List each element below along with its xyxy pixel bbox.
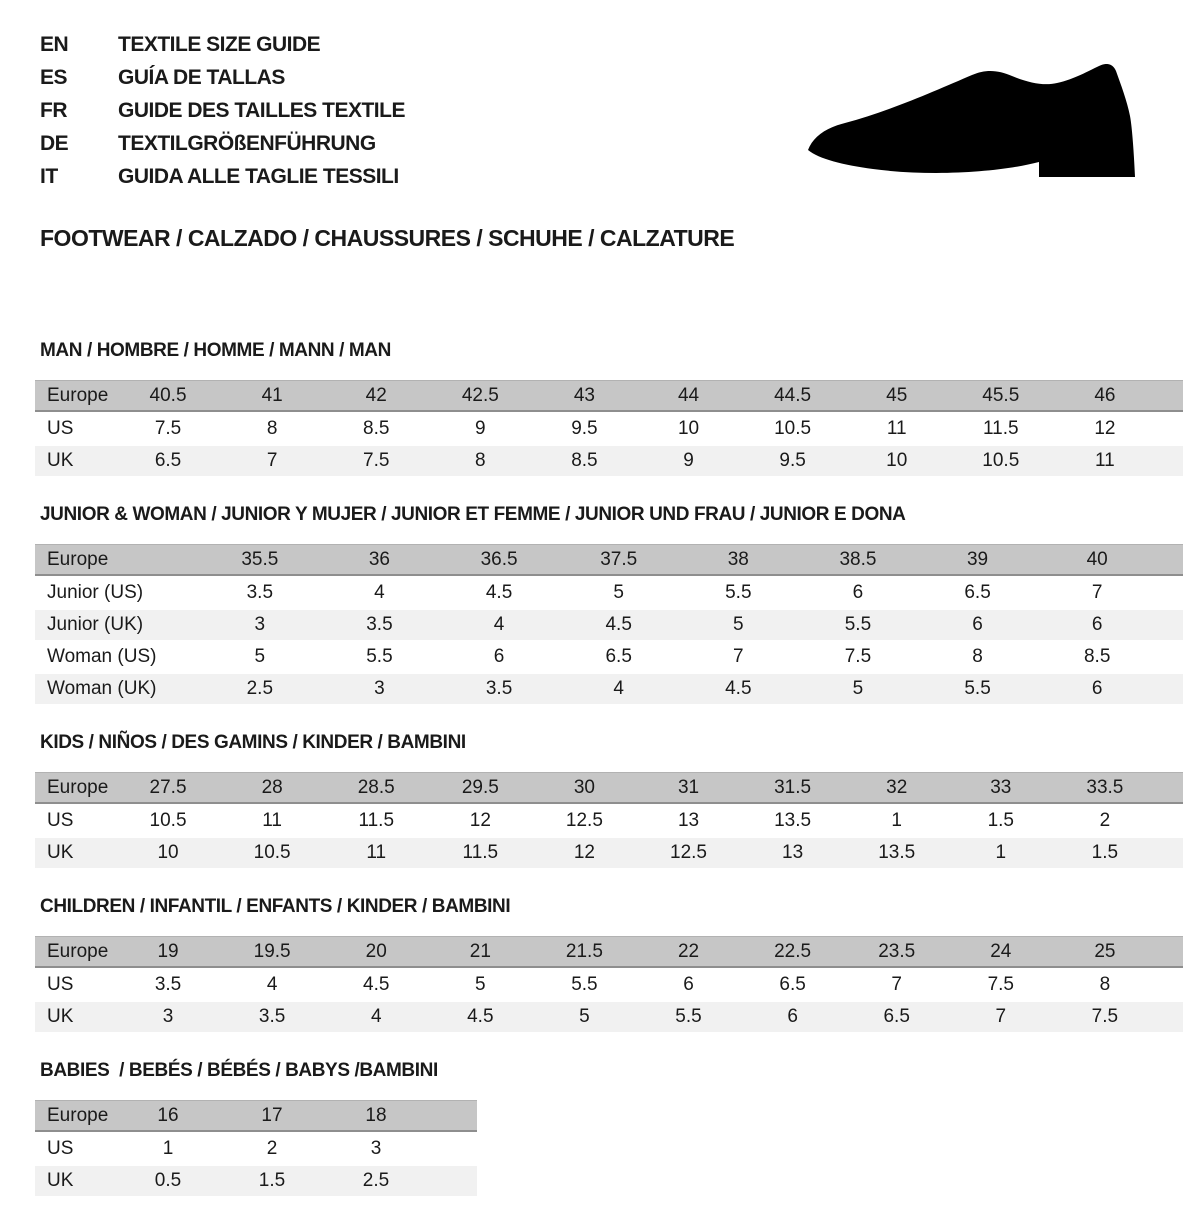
size-cell: 3.5: [366, 614, 393, 635]
size-cell: 4: [266, 974, 278, 995]
size-table-title: MAN / HOMBRE / HOMME / MANN / MAN: [40, 340, 391, 361]
size-cell: 6: [493, 646, 505, 667]
size-cell: 4.5: [363, 974, 390, 995]
table-row: [35, 674, 1183, 704]
table-row: [35, 1134, 477, 1164]
size-cell: 2: [1099, 810, 1111, 831]
size-cell: 36.5: [480, 548, 518, 570]
size-cell: 12: [1094, 418, 1116, 439]
language-row: [40, 127, 405, 160]
size-cell: 10: [886, 450, 908, 471]
row-label: Woman (US): [47, 646, 157, 667]
size-cell: 17: [261, 1104, 283, 1126]
size-cell: 28: [261, 776, 283, 798]
size-cell: 42: [365, 384, 387, 406]
language-list: [40, 28, 405, 193]
size-cell: 44: [677, 384, 700, 406]
size-cell: 7: [733, 646, 744, 667]
size-cell: 10.5: [774, 418, 812, 439]
size-cell: 10.5: [982, 450, 1020, 471]
size-cell: 6.5: [605, 646, 632, 667]
dress-shoe-silhouette: [805, 64, 1140, 186]
size-cell: 30: [573, 776, 595, 798]
size-cell: 11.5: [983, 418, 1019, 439]
size-section: [35, 340, 1183, 476]
size-cell: 13.5: [878, 842, 916, 863]
size-cell: 8: [475, 450, 486, 471]
size-cell: 6: [683, 974, 694, 995]
size-cell: 46: [1094, 384, 1116, 406]
size-cell: 2: [266, 1138, 278, 1159]
size-cell: 6.5: [779, 974, 806, 995]
size-cell: 1.5: [258, 1170, 286, 1191]
size-cell: 45.5: [982, 384, 1020, 406]
size-cell: 5.5: [571, 974, 598, 995]
size-cell: 8.5: [571, 450, 598, 471]
size-cell: 4.5: [467, 1006, 494, 1027]
size-cell: 21: [469, 940, 491, 962]
size-cell: 5.5: [964, 678, 991, 699]
size-cell: 19.5: [253, 940, 291, 962]
size-cell: 6: [852, 582, 864, 603]
size-cell: 11.5: [462, 842, 499, 863]
size-table: [35, 544, 1183, 704]
table-row: [35, 544, 1183, 576]
size-cell: 7.5: [154, 418, 182, 439]
size-cell: 13: [782, 842, 804, 863]
size-cell: 3: [254, 614, 266, 635]
table-row: [35, 970, 1183, 1000]
size-cell: 7: [995, 1006, 1007, 1027]
size-cell: 23.5: [878, 940, 916, 962]
size-cell: 3: [370, 1138, 382, 1159]
size-cell: 25: [1094, 940, 1116, 962]
size-cell: 41: [261, 384, 283, 406]
size-cell: 7.5: [1091, 1006, 1119, 1027]
size-cell: 20: [365, 940, 387, 962]
table-row: [35, 806, 1183, 836]
size-cell: 24: [990, 940, 1012, 962]
row-label: UK: [47, 450, 74, 471]
size-cell: 31.5: [774, 776, 812, 798]
size-cell: 4: [374, 582, 385, 603]
table-row: [35, 446, 1183, 476]
size-table-title: CHILDREN / INFANTIL / ENFANTS / KINDER / BAMBINI: [40, 896, 511, 917]
size-table: [35, 772, 1183, 868]
size-cell: 33.5: [1086, 776, 1124, 798]
table-row: [35, 1002, 1183, 1032]
size-cell: 6: [787, 1006, 798, 1027]
size-cell: 27.5: [149, 776, 187, 798]
table-row: [35, 380, 1183, 412]
size-cell: 3.5: [246, 582, 274, 603]
size-cell: 9.5: [571, 418, 598, 439]
language-code: ES: [40, 65, 68, 89]
size-cell: 3: [374, 678, 385, 699]
language-label: GUIDE DES TAILLES TEXTILE: [118, 98, 405, 122]
size-cell: 39: [966, 548, 989, 570]
size-cell: 6.5: [883, 1006, 910, 1027]
row-label: US: [47, 418, 74, 439]
size-cell: 12.5: [565, 810, 603, 831]
language-code: EN: [40, 32, 69, 56]
size-cell: 9.5: [779, 450, 806, 471]
size-section: [35, 732, 1183, 868]
size-cell: 4: [493, 614, 505, 635]
size-cell: 6.5: [154, 450, 182, 471]
size-cell: 7.5: [844, 646, 872, 667]
size-cell: 8: [266, 418, 278, 439]
size-cell: 0.5: [154, 1170, 182, 1191]
size-cell: 8: [972, 646, 983, 667]
size-cell: 11: [366, 842, 387, 863]
size-cell: 5.5: [725, 582, 752, 603]
size-cell: 12.5: [670, 842, 707, 863]
size-cell: 1: [995, 842, 1007, 863]
size-cell: 6: [1091, 614, 1103, 635]
row-label: UK: [47, 1006, 74, 1027]
row-label: Europe: [47, 384, 109, 406]
category-heading: FOOTWEAR / CALZADO / CHAUSSURES / SCHUHE / CALZATURE: [40, 225, 735, 251]
size-cell: 38: [727, 548, 749, 570]
language-label: GUÍA DE TALLAS: [118, 65, 285, 89]
table-row: [35, 838, 1183, 868]
size-cell: 18: [365, 1104, 387, 1126]
size-cell: 3.5: [485, 678, 513, 699]
size-cell: 3.5: [154, 974, 182, 995]
size-cell: 37.5: [600, 548, 638, 570]
size-cell: 1.5: [1091, 842, 1119, 863]
size-tables: [35, 340, 1183, 1224]
size-cell: 45: [886, 384, 908, 406]
size-cell: 4.5: [725, 678, 752, 699]
table-row: [35, 1100, 477, 1132]
size-cell: 29.5: [461, 776, 499, 798]
size-cell: 33: [990, 776, 1012, 798]
size-table-title: JUNIOR & WOMAN / JUNIOR Y MUJER / JUNIOR ET FEMME / JUNIOR UND FRAU / JUNIOR E DONA: [40, 504, 906, 525]
table-row: [35, 642, 1183, 672]
size-cell: 5: [613, 582, 624, 603]
size-cell: 40.5: [149, 384, 187, 406]
language-row: [40, 94, 405, 127]
size-cell: 16: [157, 1104, 179, 1126]
size-cell: 4.5: [605, 614, 632, 635]
size-cell: 12: [469, 810, 491, 831]
size-cell: 4: [370, 1006, 382, 1027]
row-label: Junior (US): [47, 582, 144, 603]
size-cell: 4: [613, 678, 624, 699]
row-label: Woman (UK): [47, 678, 157, 699]
size-cell: 7.5: [363, 450, 390, 471]
size-table: [35, 936, 1183, 1032]
size-cell: 3: [162, 1006, 174, 1027]
language-row: [40, 61, 405, 94]
size-cell: 32: [886, 776, 908, 798]
size-cell: 8: [1099, 974, 1111, 995]
row-label: Europe: [47, 940, 109, 962]
size-cell: 8.5: [363, 418, 390, 439]
size-cell: 7: [891, 974, 902, 995]
row-label: US: [47, 810, 74, 831]
table-row: [35, 414, 1183, 444]
dress-shoe-icon: [805, 64, 1140, 186]
size-cell: 5: [579, 1006, 590, 1027]
size-cell: 6: [972, 614, 983, 635]
language-label: GUIDA ALLE TAGLIE TESSILI: [118, 164, 399, 188]
row-label: Junior (UK): [47, 614, 144, 635]
size-cell: 2.5: [246, 678, 274, 699]
size-cell: 19: [157, 940, 179, 962]
size-cell: 6.5: [964, 582, 991, 603]
size-cell: 43: [573, 384, 595, 406]
size-cell: 5.5: [844, 614, 872, 635]
size-cell: 10.5: [253, 842, 291, 863]
table-row: [35, 610, 1183, 640]
size-cell: 7: [1091, 582, 1103, 603]
size-cell: 5.5: [366, 646, 393, 667]
size-cell: 31: [677, 776, 700, 798]
row-label: Europe: [47, 548, 109, 570]
language-row: [40, 28, 405, 61]
language-label: TEXTILGRÖßENFÜHRUNG: [118, 131, 376, 155]
size-cell: 35.5: [241, 548, 279, 570]
size-cell: 13.5: [774, 810, 812, 831]
size-cell: 36: [368, 548, 390, 570]
size-cell: 4.5: [485, 582, 513, 603]
size-table-title: BABIES / BEBÉS / BÉBÉS / BABYS /BAMBINI: [40, 1060, 438, 1081]
language-code: IT: [40, 164, 58, 188]
size-cell: 6: [1091, 678, 1103, 699]
size-cell: 11: [1095, 450, 1115, 471]
size-cell: 1: [162, 1138, 174, 1159]
size-cell: 11: [262, 810, 282, 831]
row-label: Europe: [47, 1104, 109, 1126]
language-row: [40, 160, 405, 193]
language-label: TEXTILE SIZE GUIDE: [118, 32, 321, 56]
size-cell: 5: [733, 614, 744, 635]
size-cell: 7: [266, 450, 278, 471]
row-label: UK: [47, 842, 74, 863]
size-section: [35, 504, 1183, 704]
table-row: [35, 578, 1183, 608]
size-section: [35, 896, 1183, 1032]
size-cell: 5: [254, 646, 266, 667]
size-cell: 44.5: [774, 384, 812, 406]
size-cell: 38.5: [839, 548, 877, 570]
language-code: FR: [40, 98, 67, 122]
size-cell: 5: [852, 678, 864, 699]
size-cell: 9: [683, 450, 694, 471]
row-label: Europe: [47, 776, 109, 798]
table-row: [35, 936, 1183, 968]
size-cell: 10: [677, 418, 700, 439]
size-cell: 22.5: [774, 940, 812, 962]
size-section: [35, 1060, 1183, 1196]
table-row: [35, 772, 1183, 804]
size-cell: 11: [886, 418, 907, 439]
size-table: [35, 1100, 477, 1196]
table-row: [35, 1166, 477, 1196]
size-cell: 12: [573, 842, 595, 863]
size-cell: 1.5: [987, 810, 1014, 831]
row-label: US: [47, 1138, 74, 1159]
size-cell: 8.5: [1083, 646, 1111, 667]
size-cell: 42.5: [461, 384, 499, 406]
size-table-title: KIDS / NIÑOS / DES GAMINS / KINDER / BAMBINI: [40, 732, 466, 753]
size-cell: 9: [475, 418, 486, 439]
size-cell: 10.5: [149, 810, 187, 831]
size-cell: 10: [157, 842, 179, 863]
row-label: UK: [47, 1170, 74, 1191]
size-cell: 5.5: [675, 1006, 702, 1027]
size-cell: 21.5: [565, 940, 603, 962]
size-cell: 28.5: [357, 776, 395, 798]
size-cell: 3.5: [258, 1006, 286, 1027]
size-cell: 40: [1086, 548, 1108, 570]
row-label: US: [47, 974, 74, 995]
size-cell: 5: [475, 974, 486, 995]
size-cell: 1: [891, 810, 902, 831]
size-table: [35, 380, 1183, 476]
size-cell: 7.5: [987, 974, 1014, 995]
size-cell: 13: [677, 810, 700, 831]
language-code: DE: [40, 131, 69, 155]
size-cell: 22: [677, 940, 700, 962]
size-cell: 11.5: [358, 810, 395, 831]
size-cell: 2.5: [362, 1170, 390, 1191]
